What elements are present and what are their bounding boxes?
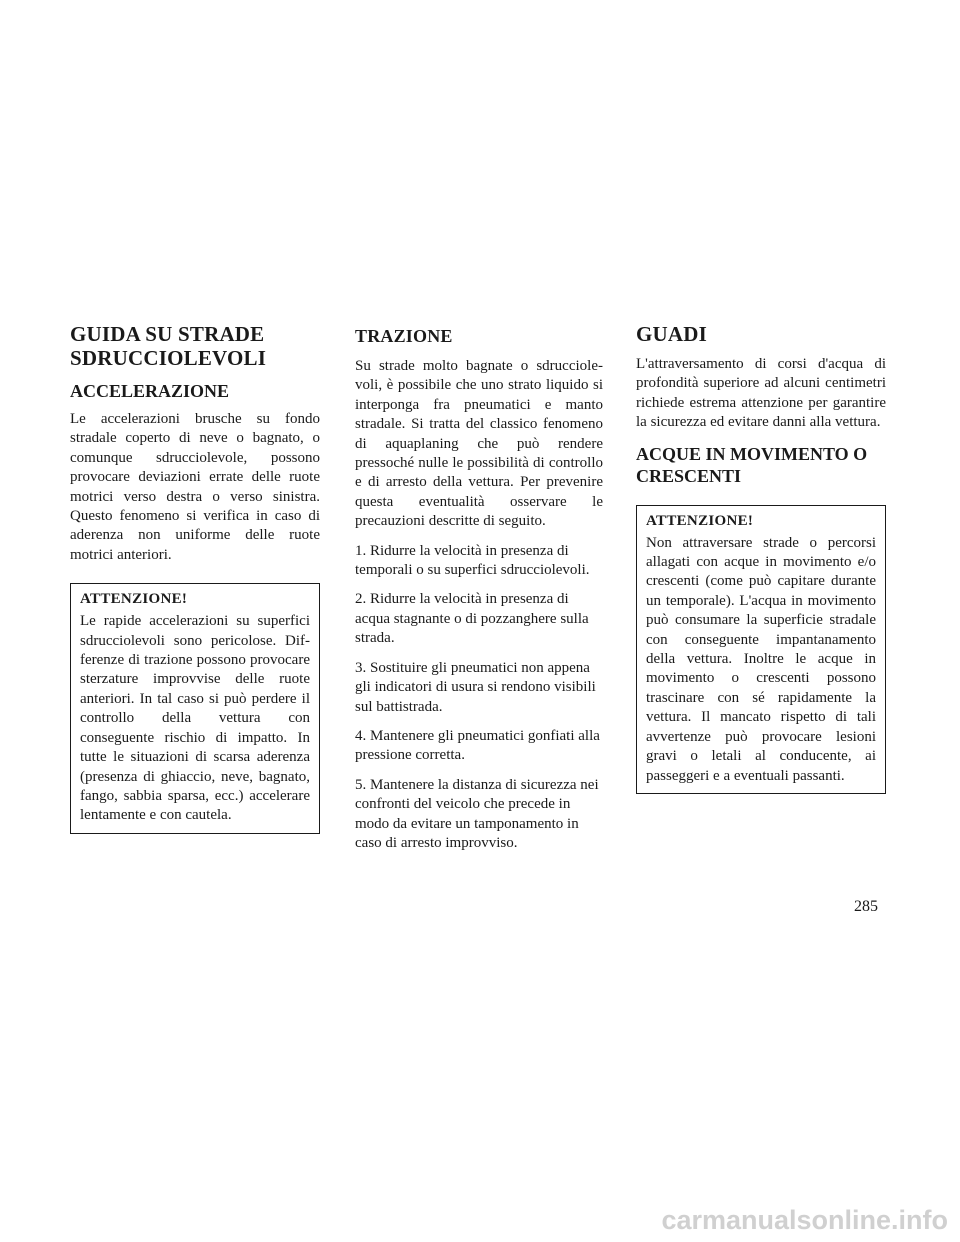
warning-title: ATTENZIONE!: [80, 591, 188, 608]
warning-text: Le rapide accelerazioni su superfici sdrucciolevoli sono pericolose. Differenze di trazione possono provocare sterzature improvvise delle ruote anteriori. In tal caso si può perdere il controllo della vettura con conseguente rischio di impatto. In tutte le situazioni di scarsa aderenza (presenza di ghiaccio, neve, bagnato, fango, sabbia sparsa, ecc.) accelerare lentamente e con cautela.: [80, 613, 310, 824]
section-heading: TRAZIONE: [355, 326, 453, 346]
column-middle: [355, 322, 603, 863]
warning-box: [636, 505, 886, 794]
list-item: 3. Sostituire gli pneumatici non appena gli indicatori di usura si rendono visibili sul battistrada.: [355, 659, 596, 715]
warning-box: [70, 583, 320, 833]
subsection-heading: ACQUE IN MOVIMENTO O CRESCENTI: [636, 443, 868, 486]
column-right: [636, 322, 886, 794]
column-left: [70, 322, 320, 834]
warning-title: ATTENZIONE!: [646, 512, 754, 529]
body-paragraph: Su strade molto bagnate o sdrucciolevoli, è possibile che uno strato liquido si interponga fra pneumatici e manto stradale. Si tratta del classico fenomeno di aquaplaning che può rendere pressoché nulle le possibilità di controllo e di arresto della vettura. Per prevenire questa eventualità osservare le precauzioni descritte di seguito.: [355, 358, 603, 530]
section-heading: GUADI: [636, 322, 708, 346]
watermark: carmanualsonline.info: [661, 1205, 948, 1235]
warning-text: Non attraversare strade o percorsi allagati con acque in movimento e/o crescenti (come può capitare durante un temporale). L'acqua in movimento può consumare la superficie stradale con conseguente impantanamento della vettura. Inoltre le acque in movimento o crescenti possono trascinare con sé rapidamente la vettura. Il mancato rispetto di tali avvertenze può provocare lesioni gravi o letali al conducente, ai passeggeri e a eventuali passanti.: [646, 534, 876, 784]
list-item: 4. Mantenere gli pneumatici gonfiati alla pressione corretta.: [355, 727, 600, 764]
list-item: 1. Ridurre la velocità in presenza di temporali o su superfici sdrucciolevoli.: [355, 542, 590, 579]
list-item: 5. Mantenere la distanza di sicurezza nei confronti del veicolo che precede in modo da evitare un tamponamento in caso di arresto improvviso.: [355, 776, 599, 851]
body-paragraph: L'attraversamento di corsi d'acqua di profondità superiore ad alcuni centimetri richiede estrema attenzione per garantire la sicurezza ed evitare danni alla vettura.: [636, 356, 886, 431]
subsection-heading: ACCELERAZIONE: [70, 381, 230, 401]
body-paragraph: Le accelerazioni brusche su fondo stradale coperto di neve o bagnato, o comunque sdrucciolevole, possono provocare deviazioni errate delle ruote motrici verso destra o verso sinistra. Questo fenomeno si verifica in caso di aderenza non uniforme delle ruote motrici anteriori.: [70, 411, 320, 563]
section-heading: GUIDA SU STRADE SDRUCCIOLEVOLI: [70, 322, 267, 370]
page-number: 285: [854, 898, 878, 915]
list-item: 2. Ridurre la velocità in presenza di acqua stagnante o di pozzanghere sulla strada.: [355, 591, 589, 647]
